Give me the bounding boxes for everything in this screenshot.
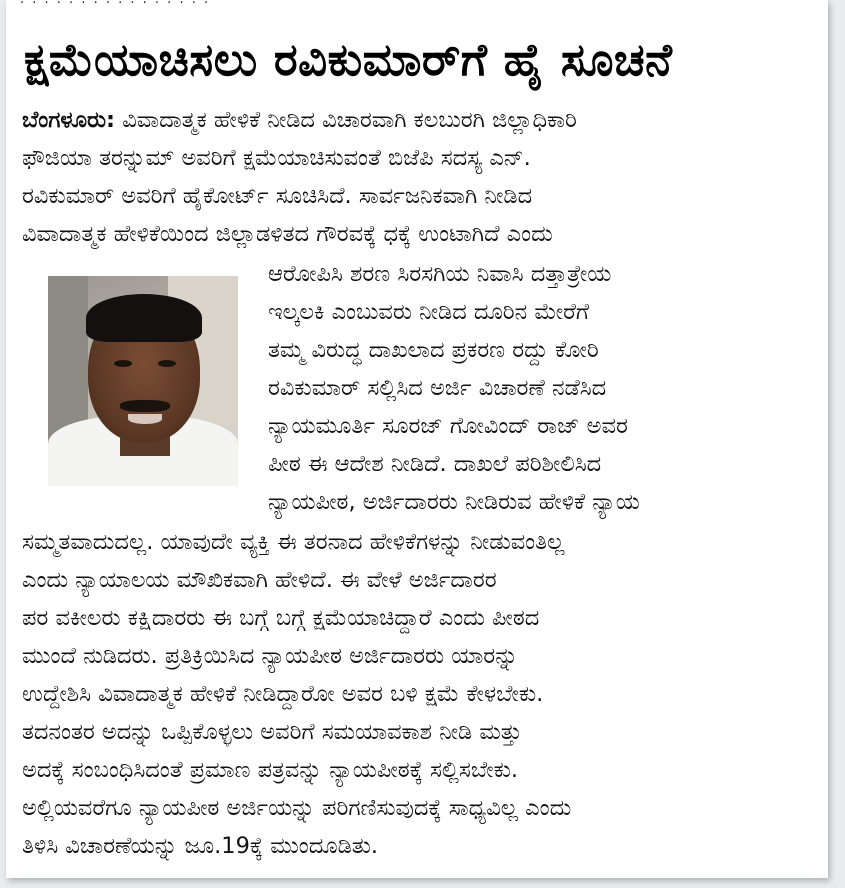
body-line-19: ಅಲ್ಲಿಯವರೆಗೂ ನ್ಯಾಯಪೀಠ ಅರ್ಜಿಯನ್ನು ಪರಿಗಣಿಸುವುದಕ್ಕೆ ಸಾಧ್ಯವಿಲ್ಲ ಎಂದು (22, 795, 572, 821)
portrait-photo (48, 276, 238, 486)
body-line-8: ರವಿಕುಮಾರ್ ಸಲ್ಲಿಸಿದ ಅರ್ಜಿ ವಿಚಾರಣೆ ನಡೆಸಿದ (268, 375, 607, 401)
body-line-12: ಸಮ್ಮತವಾದುದಲ್ಲ. ಯಾವುದೇ ವ್ಯಕ್ತಿ ಈ ತರನಾದ ಹೇಳಿಕೆಗಳನ್ನು ನೀಡುವಂತಿಲ್ಲ (22, 529, 565, 555)
body-line-15: ಮುಂದೆ ನುಡಿದರು. ಪ್ರತಿಕ್ರಿಯಿಸಿದ ನ್ಯಾಯಪೀಠ ಅರ್ಜಿದಾರರು ಯಾರನ್ನು (22, 643, 518, 669)
body-line-11: ನ್ಯಾಯಪೀಠ, ಅರ್ಜಿದಾರರು ನೀಡಿರುವ ಹೇಳಿಕೆ ನ್ಯಾಯ (268, 489, 640, 515)
body-line-6: ಇಲ್ಕಲಕಿ ಎಂಬುವರು ನೀಡಿದ ದೂರಿನ ಮೇರೆಗೆ (268, 299, 589, 325)
body-line-1 (22, 101, 822, 139)
body-line-10: ಪೀಠ ಈ ಆದೇಶ ನೀಡಿದೆ. ದಾಖಲೆ ಪರಿಶೀಲಿಸಿದ (268, 451, 602, 477)
body-line-14: ಪರ ವಕೀಲರು ಕಕ್ಷಿದಾರರು ಈ ಬಗ್ಗೆ ಬಗ್ಗೆ ಕ್ಷಮೆಯಾಚಿದ್ದಾರೆ ಎಂದು ಪೀಠದ (22, 605, 540, 631)
body-line-4: ವಿವಾದಾತ್ಮಕ ಹೇಳಿಕೆಯಿಂದ ಜಿಲ್ಲಾಡಳಿತದ ಗೌರವಕ್ಕೆ ಧಕ್ಕೆ ಉಂಟಾಗಿದೆ ಎಂದು (22, 221, 553, 247)
body-line-7: ತಮ್ಮ ವಿರುದ್ಧ ದಾಖಲಾದ ಪ್ರಕರಣ ರದ್ದು ಕೋರಿ (268, 337, 599, 363)
body-line-18: ಅದಕ್ಕೆ ಸಂಬಂಧಿಸಿದಂತೆ ಪ್ರಮಾಣ ಪತ್ರವನ್ನು ನ್ಯಾಯಪೀಠಕ್ಕೆ ಸಲ್ಲಿಸಬೇಕು. (22, 757, 519, 783)
body-line-9: ನ್ಯಾಯಮೂರ್ತಿ ಸೂರಜ್ ಗೋವಿಂದ್ ರಾಜ್ ಅವರ (268, 413, 628, 439)
body-line-20: ತಿಳಿಸಿ ವಿಚಾರಣೆಯನ್ನು ಜೂ.19ಕ್ಕೆ ಮುಂದೂಡಿತು. (22, 833, 379, 859)
body-line-5: ಆರೋಪಿಸಿ ಶರಣ ಸಿರಸಗಿಯ ನಿವಾಸಿ ದತ್ತಾತ್ರೇಯ (268, 261, 612, 287)
body-line-16: ಉದ್ದೇಶಿಸಿ ವಿವಾದಾತ್ಮಕ ಹೇಳಿಕೆ ನೀಡಿದ್ದಾರೋ ಅವರ ಬಳಿ ಕ್ಷಮೆ ಕೇಳಬೇಕು. (22, 681, 544, 707)
headline: ಕ್ಷಮೆಯಾಚಿಸಲು ರವಿಕುಮಾರ್‌ಗೆ ಹೈ ಸೂಚನೆ (24, 33, 673, 86)
body-line-2: ಫೌಜಿಯಾ ತರನ್ನುಮ್ ಅವರಿಗೆ ಕ್ಷಮೆಯಾಚಿಸುವಂತೆ ಬಿಜೆಪಿ ಸದಸ್ಯ ಎನ್. (22, 145, 531, 171)
dateline: ಬೆಂಗಳೂರು: (22, 107, 116, 133)
body-line-1-text: ವಿವಾದಾತ್ಮಕ ಹೇಳಿಕೆ ನೀಡಿದ ವಿಚಾರವಾಗಿ ಕಲಬುರಗಿ ಜಿಲ್ಲಾಧಿಕಾರಿ (122, 107, 577, 133)
body-line-17: ತದನಂತರ ಅದನ್ನು ಒಪ್ಪಿಕೊಳ್ಳಲು ಅವರಿಗೆ ಸಮಯಾವಕಾಶ ನೀಡಿ ಮತ್ತು (22, 719, 522, 745)
body-line-13: ಎಂದು ನ್ಯಾಯಾಲಯ ಮೌಖಿಕವಾಗಿ ಹೇಳಿದೆ. ಈ ವೇಳೆ ಅರ್ಜಿದಾರರ (22, 567, 497, 593)
news-clipping (6, 0, 828, 878)
body-line-3: ರವಿಕುಮಾರ್ ಅವರಿಗೆ ಹೈಕೋರ್ಟ್ ಸೂಚಿಸಿದೆ. ಸಾರ್ವಜನಿಕವಾಗಿ ನೀಡಿದ (22, 183, 533, 209)
cropped-previous-text: · · · · · · · · · · · · · · · · (20, 0, 211, 10)
